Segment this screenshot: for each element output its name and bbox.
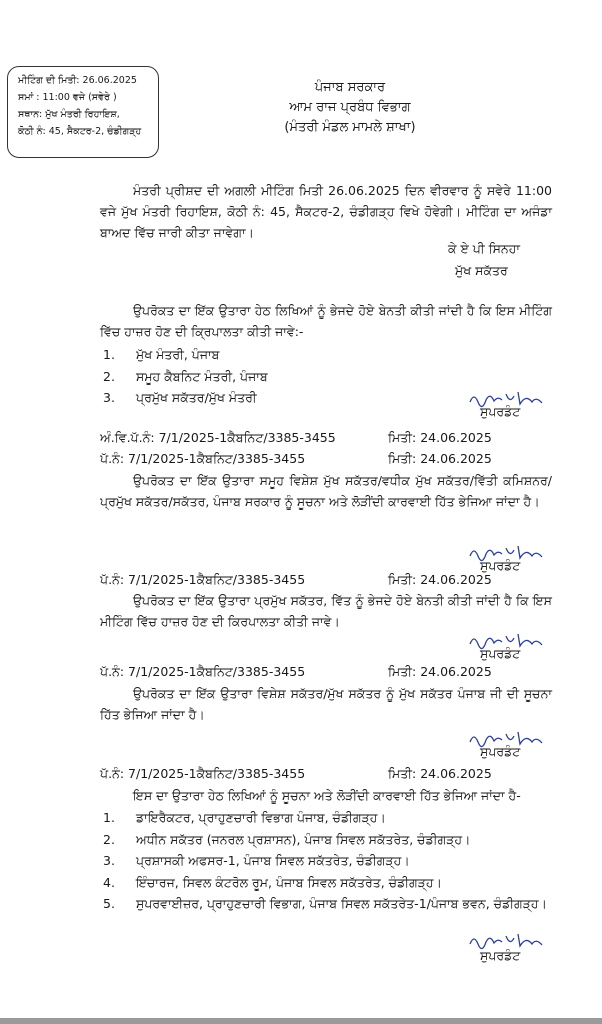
reference-number: ਪੱ.ਨੰ: 7/1/2025-1ਕੈਬਨਿਟ/3385-3455: [100, 451, 306, 466]
item-text: ਇੰਚਾਰਜ, ਸਿਵਲ ਕੰਟਰੋਲ ਰੂਮ, ਪੰਜਾਬ ਸਿਵਲ ਸਕੱਤਰੇਤ, ਚੰਡੀਗੜ੍ਹ।: [136, 874, 442, 890]
list-item: [103, 829, 553, 851]
section5-paragraph: ਇਸ ਦਾ ਉਤਾਰਾ ਹੇਠ ਲਿਖਿਆਂ ਨੂੰ ਸੂਚਨਾ ਅਤੇ ਲੋੜੀਂਦੀ ਕਾਰਵਾਈ ਹਿੱਤ ਭੇਜਿਆ ਜਾਂਦਾ ਹੈ-: [133, 788, 521, 803]
section5-list: [103, 807, 553, 915]
meeting-info-box: [7, 66, 159, 158]
reference-number: ਪੱ.ਨੰ: 7/1/2025-1ਕੈਬਨਿਟ/3385-3455: [100, 572, 306, 587]
list-item: [103, 807, 553, 829]
reference-date: ਮਿਤੀ: 24.06.2025: [388, 664, 492, 679]
reference-date: ਮਿਤੀ: 24.06.2025: [388, 572, 492, 587]
item-number: 1.: [103, 810, 115, 825]
item-text: ਸਮੂਹ ਕੈਬਨਿਟ ਮੰਤਰੀ, ਪੰਜਾਬ: [136, 368, 268, 384]
chief-secretary-name: ਕੇ ਏ ਪੀ ਸਿਨਹਾ: [448, 241, 520, 256]
header-department: ਆਮ ਰਾਜ ਪ੍ਰਬੰਧ ਵਿਭਾਗ: [289, 100, 411, 115]
header-branch: (ਮੰਤਰੀ ਮੰਡਲ ਮਾਮਲੇ ਸ਼ਾਖਾ): [284, 120, 416, 135]
page-bottom-edge: [0, 1018, 602, 1024]
item-text: ਪ੍ਰਸ਼ਾਸਕੀ ਅਫਸਰ-1, ਪੰਜਾਬ ਸਿਵਲ ਸਕੱਤਰੇਤ, ਚੰਡੀਗੜ੍ਹ।: [136, 853, 410, 868]
signature-icon: [466, 930, 546, 950]
section2-paragraph: ਉਪਰੋਕਤ ਦਾ ਇੱਕ ਉਤਾਰਾ ਸਮੂਹ ਵਿਸ਼ੇਸ਼ ਮੁੱਖ ਸਕੱਤਰ/ਵਧੀਕ ਮੁੱਖ ਸਕੱਤਰ/ਵਿੱਤੀ ਕਮਿਸ਼ਨਰ/ਪ੍ਰਮੁੱਖ ਸਕੱਤਰ/ਸਕੱਤਰ, ਪੰਜਾਬ ਸਰਕਾਰ ਨੂੰ ਸੂਚਨਾ ਅਤੇ ਲੋੜੀਂਦੀ ਕਾਰਵਾਈ ਹਿੱਤ ਭੇਜਿਆ ਜਾਂਦਾ ਹੈ।: [100, 473, 552, 509]
item-text: ਪ੍ਰਮੁੱਖ ਸਕੱਤਰ/ਮੁੱਖ ਮੰਤਰੀ: [136, 390, 257, 405]
reference-date: ਮਿਤੀ: 24.06.2025: [388, 766, 492, 781]
meeting-place-line1: ਸਥਾਨ: ਮੁੱਖ ਮੰਤਰੀ ਰਿਹਾਇਸ਼,: [18, 109, 120, 120]
superintendent-label: ਸੁਪਰਡੰਟ: [480, 744, 521, 759]
superintendent-label: ਸੁਪਰਡੰਟ: [480, 558, 521, 573]
meeting-date: ਮੀਟਿੰਗ ਦੀ ਮਿਤੀ: 26.06.2025: [18, 75, 137, 86]
item-number: 4.: [103, 874, 115, 890]
item-number: 2.: [103, 831, 115, 847]
meeting-time: ਸਮਾਂ : 11:00 ਵਜੇ (ਸਵੇਰੇ ): [18, 92, 117, 103]
reference-date: ਮਿਤੀ: 24.06.2025: [388, 451, 492, 466]
reference-number: ਅੰ.ਵਿ.ਪੱ.ਨੰ: 7/1/2025-1ਕੈਬਨਿਟ/3385-3455: [100, 430, 336, 445]
list-item: [103, 872, 553, 894]
section4-paragraph: ਉਪਰੋਕਤ ਦਾ ਇੱਕ ਉਤਾਰਾ ਵਿਸ਼ੇਸ਼ ਸਕੱਤਰ/ਮੁੱਖ ਸਕੱਤਰ ਨੂੰ ਮੁੱਖ ਸਕੱਤਰ ਪੰਜਾਬ ਜੀ ਦੀ ਸੂਚਨਾ ਹਿੱਤ ਭੇਜਿਆ ਜਾਂਦਾ ਹੈ।: [100, 686, 552, 722]
item-text: ਡਾਇਰੈਕਟਰ, ਪ੍ਰਾਹੁਣਚਾਰੀ ਵਿਭਾਗ ਪੰਜਾਬ, ਚੰਡੀਗੜ੍ਹ।: [136, 810, 386, 825]
reference-number: ਪੱ.ਨੰ: 7/1/2025-1ਕੈਬਨਿਟ/3385-3455: [100, 766, 306, 781]
chief-secretary-designation: ਮੁੱਖ ਸਕੱਤਰ: [455, 263, 508, 278]
list-item: [103, 344, 553, 366]
list-item: [103, 850, 553, 872]
header-government: ਪੰਜਾਬ ਸਰਕਾਰ: [314, 80, 386, 95]
list-item: [103, 893, 553, 915]
superintendent-label: ਸੁਪਰਡੰਟ: [480, 404, 521, 419]
item-number: 2.: [103, 368, 115, 384]
item-text: ਸੁਪਰਵਾਈਜ਼ਰ, ਪ੍ਰਾਹੁਣਚਾਰੀ ਵਿਭਾਗ, ਪੰਜਾਬ ਸਿਵਲ ਸਕੱਤਰੇਤ-1/ਪੰਜਾਬ ਭਵਨ, ਚੰਡੀਗੜ੍ਹ।: [136, 896, 547, 911]
item-text: ਅਧੀਨ ਸਕੱਤਰ (ਜਨਰਲ ਪ੍ਰਸ਼ਾਸਨ), ਪੰਜਾਬ ਸਿਵਲ ਸਕੱਤਰੇਤ, ਚੰਡੀਗੜ੍ਹ।: [136, 831, 471, 847]
item-number: 5.: [103, 896, 115, 911]
item-number: 3.: [103, 853, 115, 868]
item-text: ਮੁੱਖ ਮੰਤਰੀ, ਪੰਜਾਬ: [136, 347, 220, 362]
section3-paragraph: ਉਪਰੋਕਤ ਦਾ ਇੱਕ ਉਤਾਰਾ ਪ੍ਰਮੁੱਖ ਸਕੱਤਰ, ਵਿੱਤ ਨੂੰ ਭੇਜਦੇ ਹੋਏ ਬੇਨਤੀ ਕੀਤੀ ਜਾਂਦੀ ਹੈ ਕਿ ਇਸ ਮੀਟਿੰਗ ਵਿੱਚ ਹਾਜ਼ਰ ਹੋਣ ਦੀ ਕਿਰਪਾਲਤਾ ਕੀਤੀ ਜਾਵੇ।: [100, 593, 552, 629]
list-item: [103, 366, 553, 388]
meeting-place-line2: ਕੋਠੀ ਨੰ: 45, ਸੈਕਟਰ-2, ਚੰਡੀਗੜ੍ਹ: [18, 126, 142, 137]
section1-paragraph: ਉਪਰੋਕਤ ਦਾ ਇੱਕ ਉਤਾਰਾ ਹੇਠ ਲਿਖਿਆਂ ਨੂੰ ਭੇਜਦੇ ਹੋਏ ਬੇਨਤੀ ਕੀਤੀ ਜਾਂਦੀ ਹੈ ਕਿ ਇਸ ਮੀਟਿੰਗ ਵਿੱਚ ਹਾਜ਼ਰ ਹੋਣ ਦੀ ਕ੍ਰਿਪਾਲਤਾ ਕੀਤੀ ਜਾਵੇ:-: [100, 303, 552, 339]
superintendent-label: ਸੁਪਰਡੰਟ: [480, 948, 521, 963]
reference-number: ਪੱ.ਨੰ: 7/1/2025-1ਕੈਬਨਿਟ/3385-3455: [100, 664, 306, 679]
intro-paragraph: ਮੰਤਰੀ ਪ੍ਰੀਸ਼ਦ ਦੀ ਅਗਲੀ ਮੀਟਿੰਗ ਮਿਤੀ 26.06.2025 ਦਿਨ ਵੀਰਵਾਰ ਨੂੰ ਸਵੇਰੇ 11:00 ਵਜੇ ਮੁੱਖ ਮੰਤਰੀ ਰਿਹਾਇਸ਼, ਕੋਠੀ ਨੰ: 45, ਸੈਕਟਰ-2, ਚੰਡੀਗੜ੍ਹ ਵਿਖੇ ਹੋਵੇਗੀ। ਮੀਟਿੰਗ ਦਾ ਅਜੰਡਾ ਬਾਅਦ ਵਿੱਚ ਜਾਰੀ ਕੀਤਾ ਜਾਵੇਗਾ।: [100, 183, 552, 240]
item-number: 1.: [103, 347, 115, 362]
item-number: 3.: [103, 390, 115, 405]
reference-date: ਮਿਤੀ: 24.06.2025: [388, 430, 492, 445]
superintendent-label: ਸੁਪਰਡੰਟ: [480, 646, 521, 661]
